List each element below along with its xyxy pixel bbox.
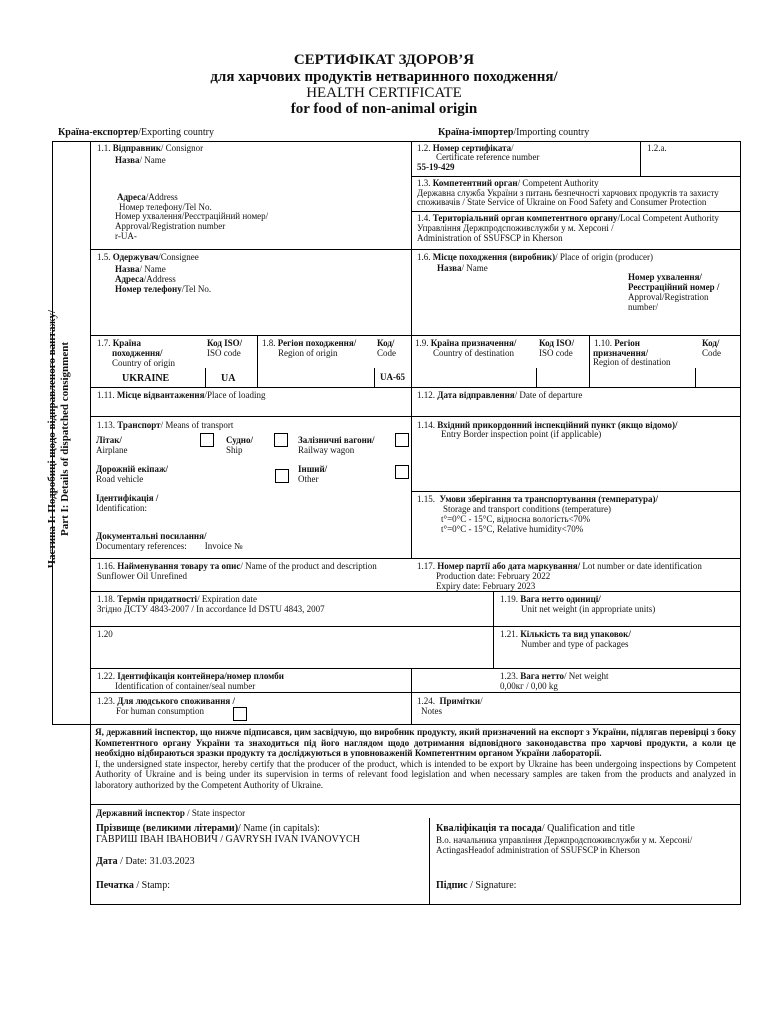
place-of-loading-label: 1.11. Місце відвантаження/Place of loading — [97, 390, 266, 400]
country-of-origin-label-2: походження/ — [112, 348, 163, 358]
packages-label: 1.21. Кількість та вид упаковок/ — [500, 629, 631, 639]
consignee-phone-label: Номер телефону/Tel No. — [115, 284, 212, 294]
airplane-label: Літак/ Airplane — [96, 435, 128, 455]
expiry-date: Expiry date: February 2023 — [436, 581, 536, 591]
region-of-destination-label-2: призначення/ — [593, 348, 649, 358]
region-code-label: Код/ Code — [377, 338, 396, 358]
container-seal-label: 1.22. Ідентифікація контейнера/номер пломби — [97, 671, 284, 681]
field-1-2a-label: 1.2.a. — [647, 143, 667, 153]
destination-code-label: Код/ Code — [702, 338, 721, 358]
origin-iso-label: Код ISO/ ISO code — [207, 338, 243, 358]
production-date: Production date: February 2022 — [436, 571, 551, 581]
qualification-line1: В.о. начальника управління Держпродспоживслужби у м. Херсоні/ — [436, 835, 693, 845]
ship-label: Судно/ Ship — [226, 435, 253, 455]
consignor-approval-value: r-UA- — [115, 231, 137, 241]
entry-border-point-label-en: Entry Border inspection point (if applicable) — [441, 429, 602, 439]
date-of-departure-label: 1.12. Дата відправлення/ Date of departure — [417, 390, 583, 400]
certification-statement — [95, 727, 736, 791]
product-description-value: Sunflower Oil Unrefined — [97, 571, 187, 581]
identification-label: Ідентифікація / Identification: — [96, 493, 159, 513]
consignor-approval-label: Номер ухвалення/Реєстраційний номер/ Approval/Registration number r-UA- — [115, 211, 269, 241]
net-weight-label: 1.23. Вага нетто/ Net weight — [500, 671, 609, 681]
inspector-name-label: Прізвище (великими літерами)/ Name (in capitals): — [96, 823, 320, 834]
destination-iso-label: Код ISO/ ISO code — [539, 338, 575, 358]
subtitle-uk: для харчових продуктів нетваринного походження/ — [210, 69, 558, 85]
state-inspector-heading: Державний інспектор / State inspector — [96, 808, 246, 818]
signature-label: Підпис / Signature: — [436, 880, 517, 891]
qualification-line2: ActingasHeadof administration of SSUFSCP in Kherson — [436, 845, 640, 855]
notes-label-en: Notes — [421, 706, 442, 716]
lot-number-label: 1.17. Номер партії або дата маркування/ Lot number or date identification — [417, 561, 702, 571]
inspector-date: Дата / Date: 31.03.2023 — [96, 856, 195, 867]
place-of-origin-approval-label: Номер ухвалення/ Реєстраційний номер / Approval/Registration number/ — [628, 272, 720, 312]
consignee-address-label: Адреса/Address — [115, 274, 176, 284]
exporting-country-label: Країна-експортер/Exporting country — [58, 127, 215, 138]
storage-conditions-label: 1.15. Умови зберігання та транспортування (температура)/ — [417, 494, 659, 504]
competent-authority-label: 1.3. Компетентний орган/ Competent Authority — [417, 178, 599, 188]
railway-wagon-label: Залізничні вагони/ Railway wagon — [298, 435, 375, 455]
country-of-destination-label-en: Country of destination — [433, 348, 514, 358]
means-of-transport-label: 1.13. Транспорт/ Means of transport — [97, 420, 234, 430]
unit-net-weight-label-en: Unit net weight (in appropriate units) — [521, 604, 656, 614]
local-authority-line1: Управління Держпродспоживслужби у м. Херсоні / — [417, 223, 614, 233]
place-of-origin-name-label: Назва/ Name — [437, 263, 488, 273]
notes-label: 1.24. Примітки/ — [417, 696, 483, 706]
importing-country-label: Країна-імпортер/Importing country — [438, 127, 590, 138]
human-consumption-checkbox[interactable] — [233, 707, 247, 721]
title-en: HEALTH CERTIFICATE — [306, 85, 462, 101]
expiration-date-label: 1.18. Термін придатності/ Expiration date — [97, 594, 258, 604]
country-of-destination-label: 1.9. Країна призначення/ — [415, 338, 517, 348]
railway-wagon-checkbox[interactable] — [395, 433, 409, 447]
certification-text-uk: Я, державний інспектор, що нижче підписався, цим засвідчую, що виробник продукту, який призначений на експорт з України, підлягав перевірці з боку Компетентного органу України та знаходиться під його наглядом щодо дотримання відповідного законодавства про харчові продукти, а коли це необхідно відбираються зразки продукту та досліджуються в уповноваженій Компетентним органом України лабораторії. — [95, 727, 736, 759]
inspector-name-value: ГАВРИШ ІВАН ІВАНОВИЧ / GAVRYSH IVAN IVANOVYCH — [96, 834, 360, 845]
subtitle-en: for food of non-animal origin — [290, 101, 478, 117]
region-code-value: UA-65 — [380, 372, 405, 382]
storage-conditions-line2: t°=0°C - 15°C, Relative humidity<70% — [441, 524, 584, 534]
country-of-origin-value: UKRAINE — [122, 373, 170, 384]
field-1-20-label: 1.20 — [97, 629, 113, 639]
origin-iso-value: UA — [221, 373, 236, 384]
certificate-number-label: 1.2. Номер сертифіката/ — [417, 143, 514, 153]
local-authority-line2: Administration of SSUFSCP in Kherson — [417, 233, 563, 243]
qualification-label: Кваліфікація та посада/ Qualification and title — [436, 823, 635, 834]
product-description-label: 1.16. Найменування товару та опис/ Name of the product and description — [97, 561, 377, 571]
country-of-origin-label: 1.7. Країна — [97, 338, 141, 348]
competent-authority-line2: споживачів / State Service of Ukraine on Food Safety and Consumer Protection — [417, 197, 707, 207]
part-one-side-label: Частина І: Подробиці щодо відправленого вантажу/ Part I: Details of dispatched consignment — [46, 309, 71, 569]
ship-checkbox[interactable] — [274, 433, 288, 447]
container-seal-label-en: Identification of container/seal number — [115, 681, 256, 691]
certificate-number-label-en: Certificate reference number — [436, 152, 540, 162]
documentary-references-label: Документальні посилання/ Documentary references: Invoice № — [96, 531, 243, 551]
certification-text-en: I, the undersigned state inspector, hereby certify that the producer of the product, which is intended to be export by Ukraine has been undergoing inspections by Competent Authority of Ukraine and is being under its supervision in terms of relevant food legislation and when necessary samples are taken from the products and analyzed in laboratory authorized by the Competent Authority of Ukraine. — [95, 758, 736, 790]
competent-authority-line1: Державна служба України з питань безпечності харчових продуктів та захисту — [417, 188, 719, 198]
storage-conditions-label-en: Storage and transport conditions (temperature) — [443, 504, 611, 514]
title-uk: СЕРТИФІКАТ ЗДОРОВ’Я — [293, 52, 475, 68]
net-weight-value: 0,00кг / 0,00 kg — [500, 681, 558, 691]
consignor-address-label: Адреса/Address — [117, 192, 178, 202]
local-authority-label: 1.4. Територіальний орган компетентного органу/Local Competent Authority — [417, 213, 719, 223]
human-consumption-label: 1.23. Для людського споживання / — [97, 696, 236, 706]
other-transport-checkbox[interactable] — [395, 465, 409, 479]
packages-label-en: Number and type of packages — [521, 639, 629, 649]
consignee-label: 1.5. Одержувач/Consignee — [97, 252, 199, 262]
stamp-label: Печатка / Stamp: — [96, 880, 170, 891]
human-consumption-label-en: For human consumption — [116, 706, 204, 716]
place-of-origin-label: 1.6. Місце походження (виробник)/ Place of origin (producer) — [417, 252, 654, 262]
certificate-number-value: 55-19-429 — [417, 162, 455, 172]
consignor-phone-label: Номер телефону/Tel No. — [119, 202, 212, 212]
region-of-destination-label: 1.10. Регіон — [594, 338, 640, 348]
region-of-origin-label-en: Region of origin — [278, 348, 338, 358]
consignor-name-label: Назва/ Name — [115, 155, 166, 165]
storage-conditions-line1: t°=0°C - 15°C, відносна вологість<70% — [441, 514, 591, 524]
consignee-name-label: Назва/ Name — [115, 264, 166, 274]
road-vehicle-checkbox[interactable] — [275, 469, 289, 483]
region-of-destination-label-en: Region of destination — [593, 357, 671, 367]
country-of-origin-label-en: Country of origin — [112, 358, 175, 368]
consignor-label: 1.1. Відправник/ Consignor — [97, 143, 204, 153]
invoice-value: Invoice № — [204, 541, 243, 551]
road-vehicle-label: Дорожній екіпаж/ Road vehicle — [96, 464, 169, 484]
region-of-origin-label: 1.8. Регіон походження/ — [262, 338, 357, 348]
other-transport-label: Інший/ Other — [298, 464, 328, 484]
unit-net-weight-label: 1.19. Вага нетто одиниці/ — [500, 594, 601, 604]
expiration-date-value: Згідно ДСТУ 4843-2007 / In accordance Id DSTU 4843, 2007 — [97, 604, 325, 614]
airplane-checkbox[interactable] — [200, 433, 214, 447]
entry-border-point-label: 1.14. Вхідний прикордонний інспекційний пункт (якщо відомо)/ — [417, 420, 678, 430]
